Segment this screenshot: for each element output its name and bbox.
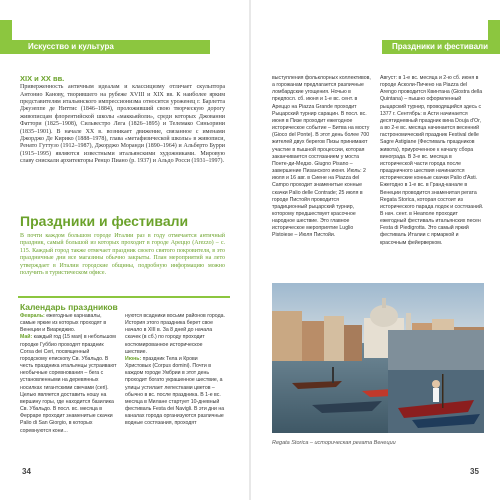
right-section-title: Праздники и фестивали	[392, 42, 489, 51]
right-corner-tab	[488, 20, 500, 50]
left-top-column	[20, 75, 225, 166]
festivals-heading: Праздники и фестивали	[20, 213, 189, 229]
page-number-left: 34	[22, 467, 31, 476]
calendar-entry-may: Май: каждый год (15 мая) в небольшом городке Губбио проходят праздник Corsa dei Ceri, посвященный городскому епископу Св. Убальдо. В честь праздника итальянцы устраивают необычные соревнования – бега с установленными на деревянных носилках гигантскими свечами (ceri). Целью является доставить ношу на вершину горы, где находится базилика Св. Убальдо. В посл. вс. месяца в Феррарe проходит знаменитые скачки Palio di San Giorgio, в которых соревнуются кони...	[20, 334, 117, 434]
calendar-entry-june: Июнь: праздник Тела и Крови Христовых (Corpus domini). Почти в каждом городе Умбрии в этот день проходит богато украшенное шествие, а улицы устилает лепестками цветов – обычно в вс. после праздника. В 1-е вс. месяца в Милане стартует 10-дневный фестиваль Festa dei Navigli. В эти дни на каналах города организуются различные водные состязания, проходят	[125, 355, 225, 427]
calendar-entry-february: Февраль: ежегодные карнавалы, самые яркие из которых проходят в Венеции и Виареджио.	[20, 313, 107, 334]
left-section-title: Искусство и культура	[28, 42, 114, 51]
page-number-right: 35	[470, 467, 479, 476]
festivals-intro: В почти каждом большом городе Италии раз в году отмечается античный праздник, самый большой из которых проходит в городе Ареццо (Arezzo) – с. 115. Каждый город также отмечает праздник своего святого покровителя, в это праздничные дни все магазины обычно закрыты. План мероприятий на лето утверждает в Италии городские общины, подробную информацию можно получить в туристическом офисе.	[20, 233, 225, 277]
right-column-2: Август: в 1-е вс. месяца и 2-ю сб. июня в городе Асколи-Пичено на Piazza del Arengo проводится Квинтана (Giostra della Quintana) – пышно оформленный рыцарский турнир, проводящийся здесь с 1377 г. Сентябрь: в Асти начинается десятидневный праздник вина Douja d'Or, а во 2-е вс. месяца начинается весенний гастрономический праздник Festival delle Sagre Astigiane (Фестиваль праздников живота), приуроченное к началу сбора винограда. В 3-е вс. месяца в исторической части города после праздничного шествия начинаются исторические конные скачки Palio d'Asti. Ежегодно в 1-е вс. в Гранд-канале в Венеции проводится знаменитая регата Regata Storica, которая состоит из исторического парада лодок и состязаний. В нач. сент. в Неаполе проходит ежегодный фестиваль итальянских песен Festa di Piedigrotta. Это самый яркий фестиваль Италии с ярмаркой и красочным фейерверком.	[380, 75, 484, 246]
calendar-rule	[18, 296, 230, 298]
calendar-column-1	[20, 313, 118, 435]
art-history-paragraph: Приверженность античным идеалам и классицизму отличает скульптора Антонио Канову, творившего на рубеже XVIII и XIX вв. К наиболее ярким представителям итальянского импрессионизма относится уроженец г. Барлетта Джузеппе де Ниттис (1846–1884), проложивший свою творческую дорогу живописцам флорентийской школы «маккьяйоли», среди которых Джованни Фаттори (1825–1908), Сильвестро Лега (1826–1895) и Телемако Синьорини (1835–1901). В начале XX в. возникает движение, связанное с именами Джорджо Де Кирико (1888–1978), глава «метафизической школы» в живописи, Ренато Гуттузо (1912–1987), Джорджо Моранди (1890–1964) и Альберто Бурри (1915–1995) являются известными итальянскими художниками. Мировую славу снискали архитекторы Ренцо Пиано (р. 1937) и Альдо Росси (1931–1997).	[20, 84, 225, 165]
gondolier-inset-photo	[388, 330, 484, 433]
calendar-column-2	[125, 313, 225, 428]
calendar-entry-may-cont: нуются всадники восьми районов города. История этого праздника берет свое начало в XIII в. За 8 дней до начала скачек (в сб.) по городу проходит костюмированное историческое шествие.	[125, 313, 225, 355]
book-gutter	[249, 0, 251, 500]
photo-caption: Regata Storica – историческая регата Венеции	[272, 440, 396, 446]
right-column-1: выступления фольклорных коллективов, а горожанам предлагается различные ломбардские угощения. Ночью в предпосл. сб. июня и 1-е вс. сент. в Ареццо на Piazza Grande проходит Рыцарский турнир сарацин. В посл. вс. июня в Пизе проходит ежегодное историческое событие – Битва на мосту (Gioco del Ponte). В этот день более 700 жителей двух берегов Пизы принимают участие в пышной процессии, которая заканчивается состязанием у моста Понте-ди-Медзо. Giugno Pisano – завершение Пизанского июня. Июль: 2 июля и 16 авг. в Сиене на Piazza del Campo проходит знаменитые конные скачки Palio delle Contrade; 25 июля в городе Пистойя проводится традиционный рыцарский турнир, которому предшествует красочное народное шествие. Это главное историческое мероприятие Luglio Pistoiese – Июля Пистойи.	[272, 75, 371, 239]
gondolier-illustration	[388, 330, 484, 433]
subheading-19-20-century: XIX и XX вв.	[20, 74, 65, 83]
calendar-heading: Календарь праздников	[20, 302, 118, 312]
